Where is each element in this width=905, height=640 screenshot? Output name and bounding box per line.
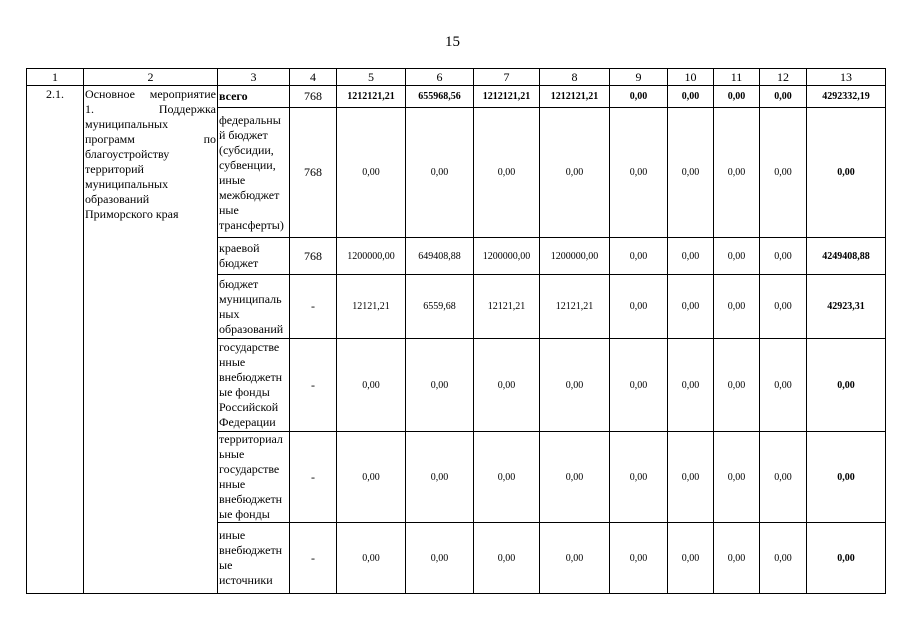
- column-number: 10: [668, 69, 714, 86]
- code-cell: 768: [290, 86, 337, 108]
- value-cell: 0,00: [760, 86, 807, 108]
- funding-source: бюджет муниципаль ных образований: [218, 275, 290, 339]
- value-cell: 0,00: [668, 523, 714, 594]
- value-cell: 0,00: [714, 238, 760, 275]
- budget-table: [26, 68, 886, 594]
- column-number: 8: [540, 69, 610, 86]
- total-cell: 0,00: [807, 432, 886, 523]
- value-cell: 0,00: [406, 108, 474, 238]
- total-cell: 0,00: [807, 339, 886, 432]
- desc-text: образований: [85, 192, 150, 206]
- funding-source: всего: [218, 86, 290, 108]
- value-cell: 1212121,21: [474, 86, 540, 108]
- value-cell: 0,00: [714, 432, 760, 523]
- value-cell: 0,00: [406, 432, 474, 523]
- code-cell: -: [290, 275, 337, 339]
- value-cell: 649408,88: [406, 238, 474, 275]
- code-cell: 768: [290, 238, 337, 275]
- value-cell: 0,00: [540, 108, 610, 238]
- item-number: 2.1.: [27, 86, 84, 594]
- value-cell: 0,00: [610, 432, 668, 523]
- column-number: 9: [610, 69, 668, 86]
- desc-text: 1.: [85, 102, 94, 116]
- total-cell: 4292332,19: [807, 86, 886, 108]
- value-cell: 0,00: [610, 238, 668, 275]
- column-number: 11: [714, 69, 760, 86]
- value-cell: 1212121,21: [337, 86, 406, 108]
- page-number: 15: [445, 34, 460, 50]
- value-cell: 0,00: [668, 108, 714, 238]
- value-cell: 0,00: [668, 86, 714, 108]
- value-cell: 12121,21: [474, 275, 540, 339]
- value-cell: 0,00: [610, 339, 668, 432]
- value-cell: 0,00: [474, 523, 540, 594]
- column-number: 4: [290, 69, 337, 86]
- code-cell: 768: [290, 108, 337, 238]
- column-number: 7: [474, 69, 540, 86]
- desc-text: программ: [85, 132, 135, 146]
- funding-source: федеральны й бюджет (субсидии, субвенции, иные межбюджет ные трансферты): [218, 108, 290, 238]
- value-cell: 0,00: [668, 432, 714, 523]
- column-number: 3: [218, 69, 290, 86]
- value-cell: 0,00: [610, 86, 668, 108]
- code-cell: -: [290, 523, 337, 594]
- desc-text: муниципальных: [85, 177, 169, 191]
- funding-source: краевой бюджет: [218, 238, 290, 275]
- value-cell: 1200000,00: [337, 238, 406, 275]
- total-cell: 42923,31: [807, 275, 886, 339]
- total-cell: 0,00: [807, 108, 886, 238]
- value-cell: 0,00: [337, 432, 406, 523]
- desc-text: территорий: [85, 162, 144, 176]
- value-cell: 0,00: [714, 108, 760, 238]
- value-cell: 0,00: [714, 523, 760, 594]
- column-number: 1: [27, 69, 84, 86]
- value-cell: 655968,56: [406, 86, 474, 108]
- value-cell: 0,00: [540, 432, 610, 523]
- column-number: 6: [406, 69, 474, 86]
- total-cell: 4249408,88: [807, 238, 886, 275]
- column-number: 5: [337, 69, 406, 86]
- value-cell: 0,00: [714, 339, 760, 432]
- value-cell: 0,00: [760, 523, 807, 594]
- code-cell: -: [290, 432, 337, 523]
- value-cell: 0,00: [610, 275, 668, 339]
- value-cell: 12121,21: [540, 275, 610, 339]
- column-number: 12: [760, 69, 807, 86]
- value-cell: 0,00: [540, 339, 610, 432]
- value-cell: 0,00: [474, 108, 540, 238]
- desc-text: мероприятие: [149, 87, 216, 101]
- value-cell: 0,00: [760, 275, 807, 339]
- column-number: 13: [807, 69, 886, 86]
- value-cell: 0,00: [474, 432, 540, 523]
- value-cell: 0,00: [760, 108, 807, 238]
- value-cell: 0,00: [337, 523, 406, 594]
- value-cell: 0,00: [668, 275, 714, 339]
- table-row: [27, 86, 886, 108]
- value-cell: 0,00: [668, 238, 714, 275]
- value-cell: 6559,68: [406, 275, 474, 339]
- desc-text: Приморского края: [85, 207, 179, 221]
- value-cell: 0,00: [714, 86, 760, 108]
- value-cell: 0,00: [337, 339, 406, 432]
- value-cell: 0,00: [610, 523, 668, 594]
- value-cell: 0,00: [337, 108, 406, 238]
- value-cell: 0,00: [760, 432, 807, 523]
- value-cell: 0,00: [474, 339, 540, 432]
- desc-text: благоустройству: [85, 147, 170, 161]
- value-cell: 0,00: [406, 339, 474, 432]
- funding-source: территориал ьные государстве нные внебюджетн ые фонды: [218, 432, 290, 523]
- value-cell: 1200000,00: [540, 238, 610, 275]
- value-cell: 0,00: [610, 108, 668, 238]
- desc-text: по: [203, 132, 216, 146]
- total-cell: 0,00: [807, 523, 886, 594]
- desc-text: Поддержка: [158, 102, 216, 116]
- value-cell: 0,00: [760, 339, 807, 432]
- funding-source: государстве нные внебюджетн ые фонды Российской Федерации: [218, 339, 290, 432]
- value-cell: 0,00: [760, 238, 807, 275]
- desc-text: муниципальных: [85, 117, 169, 131]
- column-number-row: [27, 69, 886, 86]
- code-cell: -: [290, 339, 337, 432]
- value-cell: 1212121,21: [540, 86, 610, 108]
- value-cell: 12121,21: [337, 275, 406, 339]
- column-number: 2: [84, 69, 218, 86]
- value-cell: 0,00: [714, 275, 760, 339]
- value-cell: 1200000,00: [474, 238, 540, 275]
- value-cell: 0,00: [668, 339, 714, 432]
- value-cell: 0,00: [540, 523, 610, 594]
- value-cell: 0,00: [406, 523, 474, 594]
- desc-text: Основное: [85, 87, 135, 101]
- item-description: [84, 86, 218, 594]
- funding-source: иные внебюджетн ые источники: [218, 523, 290, 594]
